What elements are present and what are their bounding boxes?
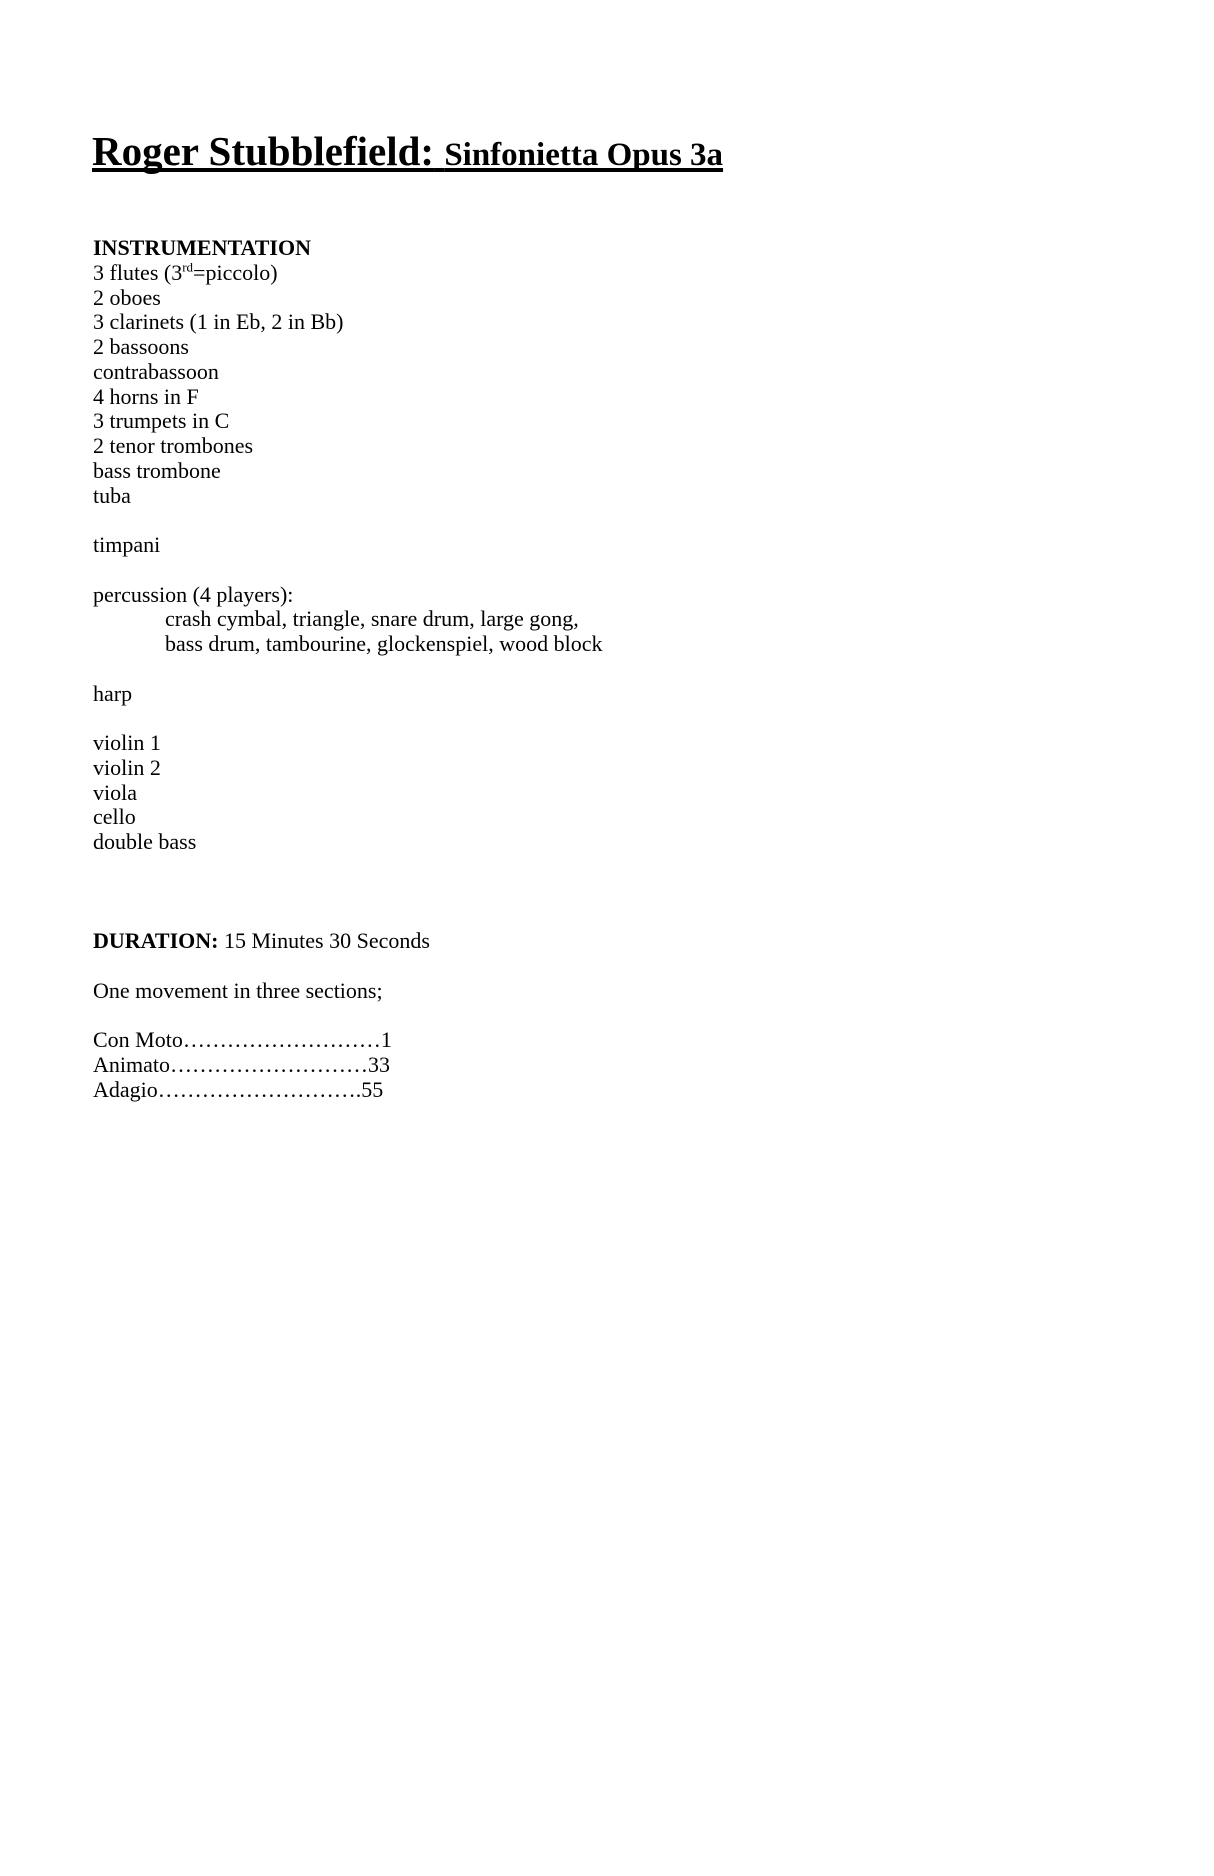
doc-line: One movement in three sections; [93,977,383,1003]
title-author: Roger Stubblefield: [92,128,435,175]
doc-line: DURATION: 15 Minutes 30 Seconds [93,928,430,953]
doc-blank-line [93,657,602,682]
document-title [92,128,724,175]
doc-line: double bass [93,829,197,854]
doc-blank-line [93,1003,602,1028]
doc-line: violin 1 [93,730,161,755]
doc-line: tuba [93,482,131,508]
title-work: Sinfonietta Opus 3a [444,137,724,174]
doc-blank-line [93,558,602,583]
superscript-ordinal: rd [182,259,194,275]
doc-line: bass trombone [93,457,221,483]
doc-line: violin 2 [93,754,161,780]
doc-line: 2 bassoons [93,334,189,359]
doc-lines [93,236,602,1102]
doc-line: Animato………………………33 [93,1051,390,1077]
doc-blank-line [93,954,602,979]
doc-line: crash cymbal, triangle, snare drum, large gong, [165,606,579,632]
doc-line: Con Moto………………………1 [93,1027,392,1052]
doc-line: Adagio……………………….55 [93,1076,384,1102]
doc-line: contrabassoon [93,358,219,384]
doc-line: INSTRUMENTATION [93,235,311,260]
doc-line: 2 oboes [93,284,161,310]
doc-line: 3 clarinets (1 in Eb, 2 in Bb) [93,309,344,335]
doc-blank-line [93,880,602,905]
doc-blank-line [93,855,602,880]
doc-line: viola [93,779,137,805]
doc-line: 3 flutes (3rd=piccolo) [93,259,278,285]
doc-line: harp [93,680,133,706]
doc-line: 3 trumpets in C [93,408,230,434]
doc-line: bass drum, tambourine, glockenspiel, wood block [165,631,603,656]
doc-line: 2 tenor trombones [93,433,254,458]
doc-blank-line [93,904,602,929]
doc-line: 4 horns in F [93,383,199,409]
doc-line: cello [93,804,136,830]
doc-blank-line [93,508,602,533]
doc-blank-line [93,706,602,731]
doc-line: percussion (4 players): [93,581,294,607]
doc-line: timpani [93,532,161,557]
